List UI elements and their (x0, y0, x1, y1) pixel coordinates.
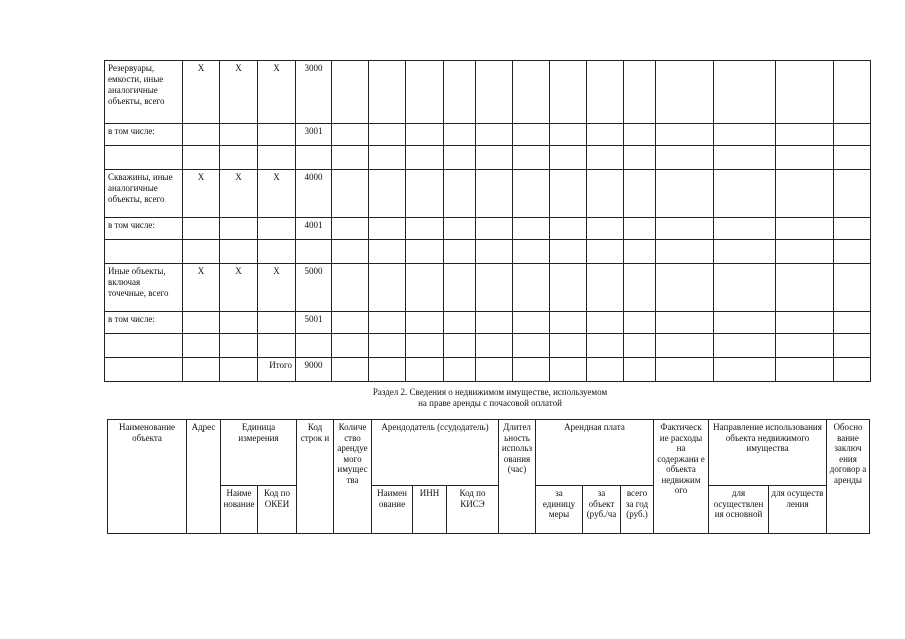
table-cell (369, 334, 406, 358)
table-cell (444, 61, 476, 124)
table-cell (550, 358, 587, 382)
row-code-cell: 4000 (296, 170, 332, 218)
table-cell (834, 334, 871, 358)
table-cell (369, 61, 406, 124)
table-cell (656, 218, 714, 240)
table-cell (656, 358, 714, 382)
header-lessor-kise: Код по КИСЭ (447, 486, 499, 534)
table-cell (476, 146, 513, 170)
section-2-title-line2: на праве аренды с почасовой оплатой (418, 398, 562, 408)
table-cell (513, 218, 550, 240)
header-object-name: Наименование объекта (108, 420, 187, 534)
row-code-cell (296, 146, 332, 170)
table-cell (587, 218, 624, 240)
table-cell (714, 312, 776, 334)
header-duration: Длител ьность использ ования (час) (499, 420, 536, 534)
table-cell (656, 170, 714, 218)
table-row (105, 264, 871, 312)
table-cell (444, 218, 476, 240)
header-direction: Направление использования объекта недвижимого имущества (709, 420, 827, 486)
row-mark-cell (183, 124, 220, 146)
row-mark-cell: X (258, 264, 296, 312)
row-mark-cell (220, 358, 258, 382)
table-cell (714, 264, 776, 312)
table-cell (624, 170, 656, 218)
table-cell (332, 334, 369, 358)
table-cell (332, 61, 369, 124)
row-code-cell: 3001 (296, 124, 332, 146)
row-mark-cell (183, 334, 220, 358)
table-cell (476, 264, 513, 312)
table-cell (406, 61, 444, 124)
table-cell (550, 218, 587, 240)
header-lessor-name: Наимен ование (372, 486, 413, 534)
table-cell (476, 124, 513, 146)
table-cell (444, 124, 476, 146)
table-cell (550, 124, 587, 146)
table-cell (406, 334, 444, 358)
row-name-cell (105, 240, 183, 264)
table-cell (406, 240, 444, 264)
table-cell (444, 358, 476, 382)
row-mark-cell: Итого (258, 358, 296, 382)
table-row (105, 218, 871, 240)
table-cell (513, 124, 550, 146)
property-table-section1 (104, 60, 871, 382)
row-mark-cell: X (258, 61, 296, 124)
table-cell (834, 312, 871, 334)
table-cell (834, 170, 871, 218)
row-code-cell: 3000 (296, 61, 332, 124)
table-cell (550, 61, 587, 124)
table-cell (587, 124, 624, 146)
row-mark-cell (258, 312, 296, 334)
table-cell (369, 358, 406, 382)
table-cell (369, 218, 406, 240)
table-cell (624, 218, 656, 240)
header-address: Адрес (187, 420, 221, 534)
header-rent: Арендная плата (536, 420, 654, 486)
row-name-cell: Скважины, иные аналогичные объекты, всего (105, 170, 183, 218)
table-cell (369, 170, 406, 218)
table-cell (624, 124, 656, 146)
header-rent-per-object: за объект (руб./ча (583, 486, 621, 534)
table-cell (513, 264, 550, 312)
table-cell (834, 146, 871, 170)
table-cell (550, 312, 587, 334)
table-cell (513, 146, 550, 170)
row-mark-cell (183, 358, 220, 382)
table-cell (776, 264, 834, 312)
table-cell (332, 218, 369, 240)
row-name-cell: в том числе: (105, 312, 183, 334)
table-cell (476, 334, 513, 358)
section-2-heading (330, 387, 650, 409)
table-cell (624, 264, 656, 312)
header-justification: Обосно вание заключ ения договор а аренды (827, 420, 870, 534)
row-code-cell: 5001 (296, 312, 332, 334)
row-mark-cell (258, 124, 296, 146)
table-row (105, 312, 871, 334)
row-mark-cell (220, 240, 258, 264)
table-cell (776, 146, 834, 170)
table-cell (714, 218, 776, 240)
table-cell (406, 146, 444, 170)
table-cell (656, 334, 714, 358)
row-mark-cell (220, 124, 258, 146)
row-mark-cell: X (220, 61, 258, 124)
table-cell (587, 334, 624, 358)
table-cell (834, 124, 871, 146)
table-cell (476, 218, 513, 240)
table-cell (776, 124, 834, 146)
table-cell (587, 264, 624, 312)
table-cell (656, 240, 714, 264)
table-row (105, 170, 871, 218)
table-cell (513, 240, 550, 264)
table-cell (332, 240, 369, 264)
row-name-cell: в том числе: (105, 218, 183, 240)
row-mark-cell (183, 146, 220, 170)
table-row (105, 240, 871, 264)
table-cell (834, 61, 871, 124)
table-cell (624, 334, 656, 358)
table-cell (776, 240, 834, 264)
table-cell (369, 124, 406, 146)
table-cell (834, 218, 871, 240)
header-direction-main: для осуществлен ия основной (709, 486, 769, 534)
header-unit-okei: Код по ОКЕИ (258, 486, 297, 534)
table-cell (656, 312, 714, 334)
table-cell (369, 264, 406, 312)
table-cell (776, 218, 834, 240)
table-cell (444, 264, 476, 312)
table-cell (587, 312, 624, 334)
table-cell (476, 61, 513, 124)
row-code-cell: 9000 (296, 358, 332, 382)
row-mark-cell (183, 218, 220, 240)
table-row (105, 124, 871, 146)
table-cell (834, 264, 871, 312)
table-cell (587, 170, 624, 218)
table-cell (444, 240, 476, 264)
table-cell (714, 146, 776, 170)
row-mark-cell: X (220, 264, 258, 312)
table-cell (587, 61, 624, 124)
header-unit-name: Наиме нование (221, 486, 258, 534)
table-cell (369, 312, 406, 334)
table-cell (776, 334, 834, 358)
row-name-cell (105, 358, 183, 382)
row-mark-cell (220, 146, 258, 170)
table-cell (624, 146, 656, 170)
table-cell (513, 61, 550, 124)
table-row (105, 61, 871, 124)
row-code-cell (296, 240, 332, 264)
table-cell (587, 358, 624, 382)
section-2-title-line1: Раздел 2. Сведения о недвижимом имуществе, используемом (372, 387, 608, 397)
row-mark-cell (220, 312, 258, 334)
header-lessor-inn: ИНН (413, 486, 447, 534)
header-rent-per-unit: за единицу меры (536, 486, 583, 534)
table-cell (476, 240, 513, 264)
header-lessor: Арендодатель (ссудодатель) (372, 420, 499, 486)
table-cell (406, 170, 444, 218)
table-cell (476, 170, 513, 218)
table-cell (776, 61, 834, 124)
table-cell (406, 218, 444, 240)
table-cell (332, 312, 369, 334)
row-name-cell (105, 334, 183, 358)
table-cell (550, 170, 587, 218)
table-cell (714, 61, 776, 124)
table-cell (776, 312, 834, 334)
table-cell (550, 146, 587, 170)
table-cell (550, 334, 587, 358)
table-cell (656, 124, 714, 146)
table-cell (476, 312, 513, 334)
header-row-code: Код строк и (297, 420, 334, 534)
table-row (105, 334, 871, 358)
table-cell (332, 124, 369, 146)
table-cell (714, 358, 776, 382)
table-cell (406, 264, 444, 312)
table-cell (550, 240, 587, 264)
row-mark-cell (220, 218, 258, 240)
table-cell (714, 334, 776, 358)
row-mark-cell: X (258, 170, 296, 218)
row-mark-cell (258, 146, 296, 170)
table-cell (332, 264, 369, 312)
table-cell (513, 312, 550, 334)
table-cell (624, 240, 656, 264)
row-mark-cell: X (220, 170, 258, 218)
table-cell (624, 61, 656, 124)
table-cell (513, 358, 550, 382)
table-cell (369, 146, 406, 170)
table-cell (656, 61, 714, 124)
row-code-cell: 4001 (296, 218, 332, 240)
table-cell (444, 334, 476, 358)
table-cell (406, 124, 444, 146)
table-cell (587, 240, 624, 264)
table-row (105, 146, 871, 170)
table-cell (444, 146, 476, 170)
header-rent-per-year: всего за год (руб.) (621, 486, 654, 534)
table-cell (656, 146, 714, 170)
table-cell (714, 170, 776, 218)
table-cell (369, 240, 406, 264)
row-mark-cell (220, 334, 258, 358)
rented-property-table (107, 419, 870, 534)
table-cell (714, 124, 776, 146)
table-cell (624, 312, 656, 334)
row-code-cell (296, 334, 332, 358)
table-cell (444, 312, 476, 334)
table-cell (714, 240, 776, 264)
header-unit: Единица измерения (221, 420, 297, 486)
row-mark-cell (258, 218, 296, 240)
row-mark-cell (258, 334, 296, 358)
table-cell (776, 358, 834, 382)
table-cell (587, 146, 624, 170)
table-cell (513, 334, 550, 358)
table-cell (513, 170, 550, 218)
table-cell (834, 240, 871, 264)
row-code-cell: 5000 (296, 264, 332, 312)
row-mark-cell: X (183, 264, 220, 312)
table-cell (406, 312, 444, 334)
table-cell (444, 170, 476, 218)
row-name-cell: Иные объекты, включая точечные, всего (105, 264, 183, 312)
header-direction-other: для осуществ ления (769, 486, 827, 534)
table-cell (332, 170, 369, 218)
table-cell (406, 358, 444, 382)
row-name-cell (105, 146, 183, 170)
row-mark-cell (183, 240, 220, 264)
header-quantity: Количе ство арендуе мого имущес тва (334, 420, 372, 534)
row-name-cell: Резервуары, емкости, иные аналогичные объекты, всего (105, 61, 183, 124)
table-row (105, 358, 871, 382)
table-cell (624, 358, 656, 382)
row-name-cell: в том числе: (105, 124, 183, 146)
table-cell (776, 170, 834, 218)
row-mark-cell (183, 312, 220, 334)
row-mark-cell (258, 240, 296, 264)
row-mark-cell: X (183, 170, 220, 218)
table-cell (332, 146, 369, 170)
row-mark-cell: X (183, 61, 220, 124)
table-cell (656, 264, 714, 312)
header-actual-costs: Фактическ ие расходы на содержани е объекта недвижим ого (654, 420, 709, 534)
table-cell (550, 264, 587, 312)
table-cell (332, 358, 369, 382)
table-cell (476, 358, 513, 382)
table-cell (834, 358, 871, 382)
